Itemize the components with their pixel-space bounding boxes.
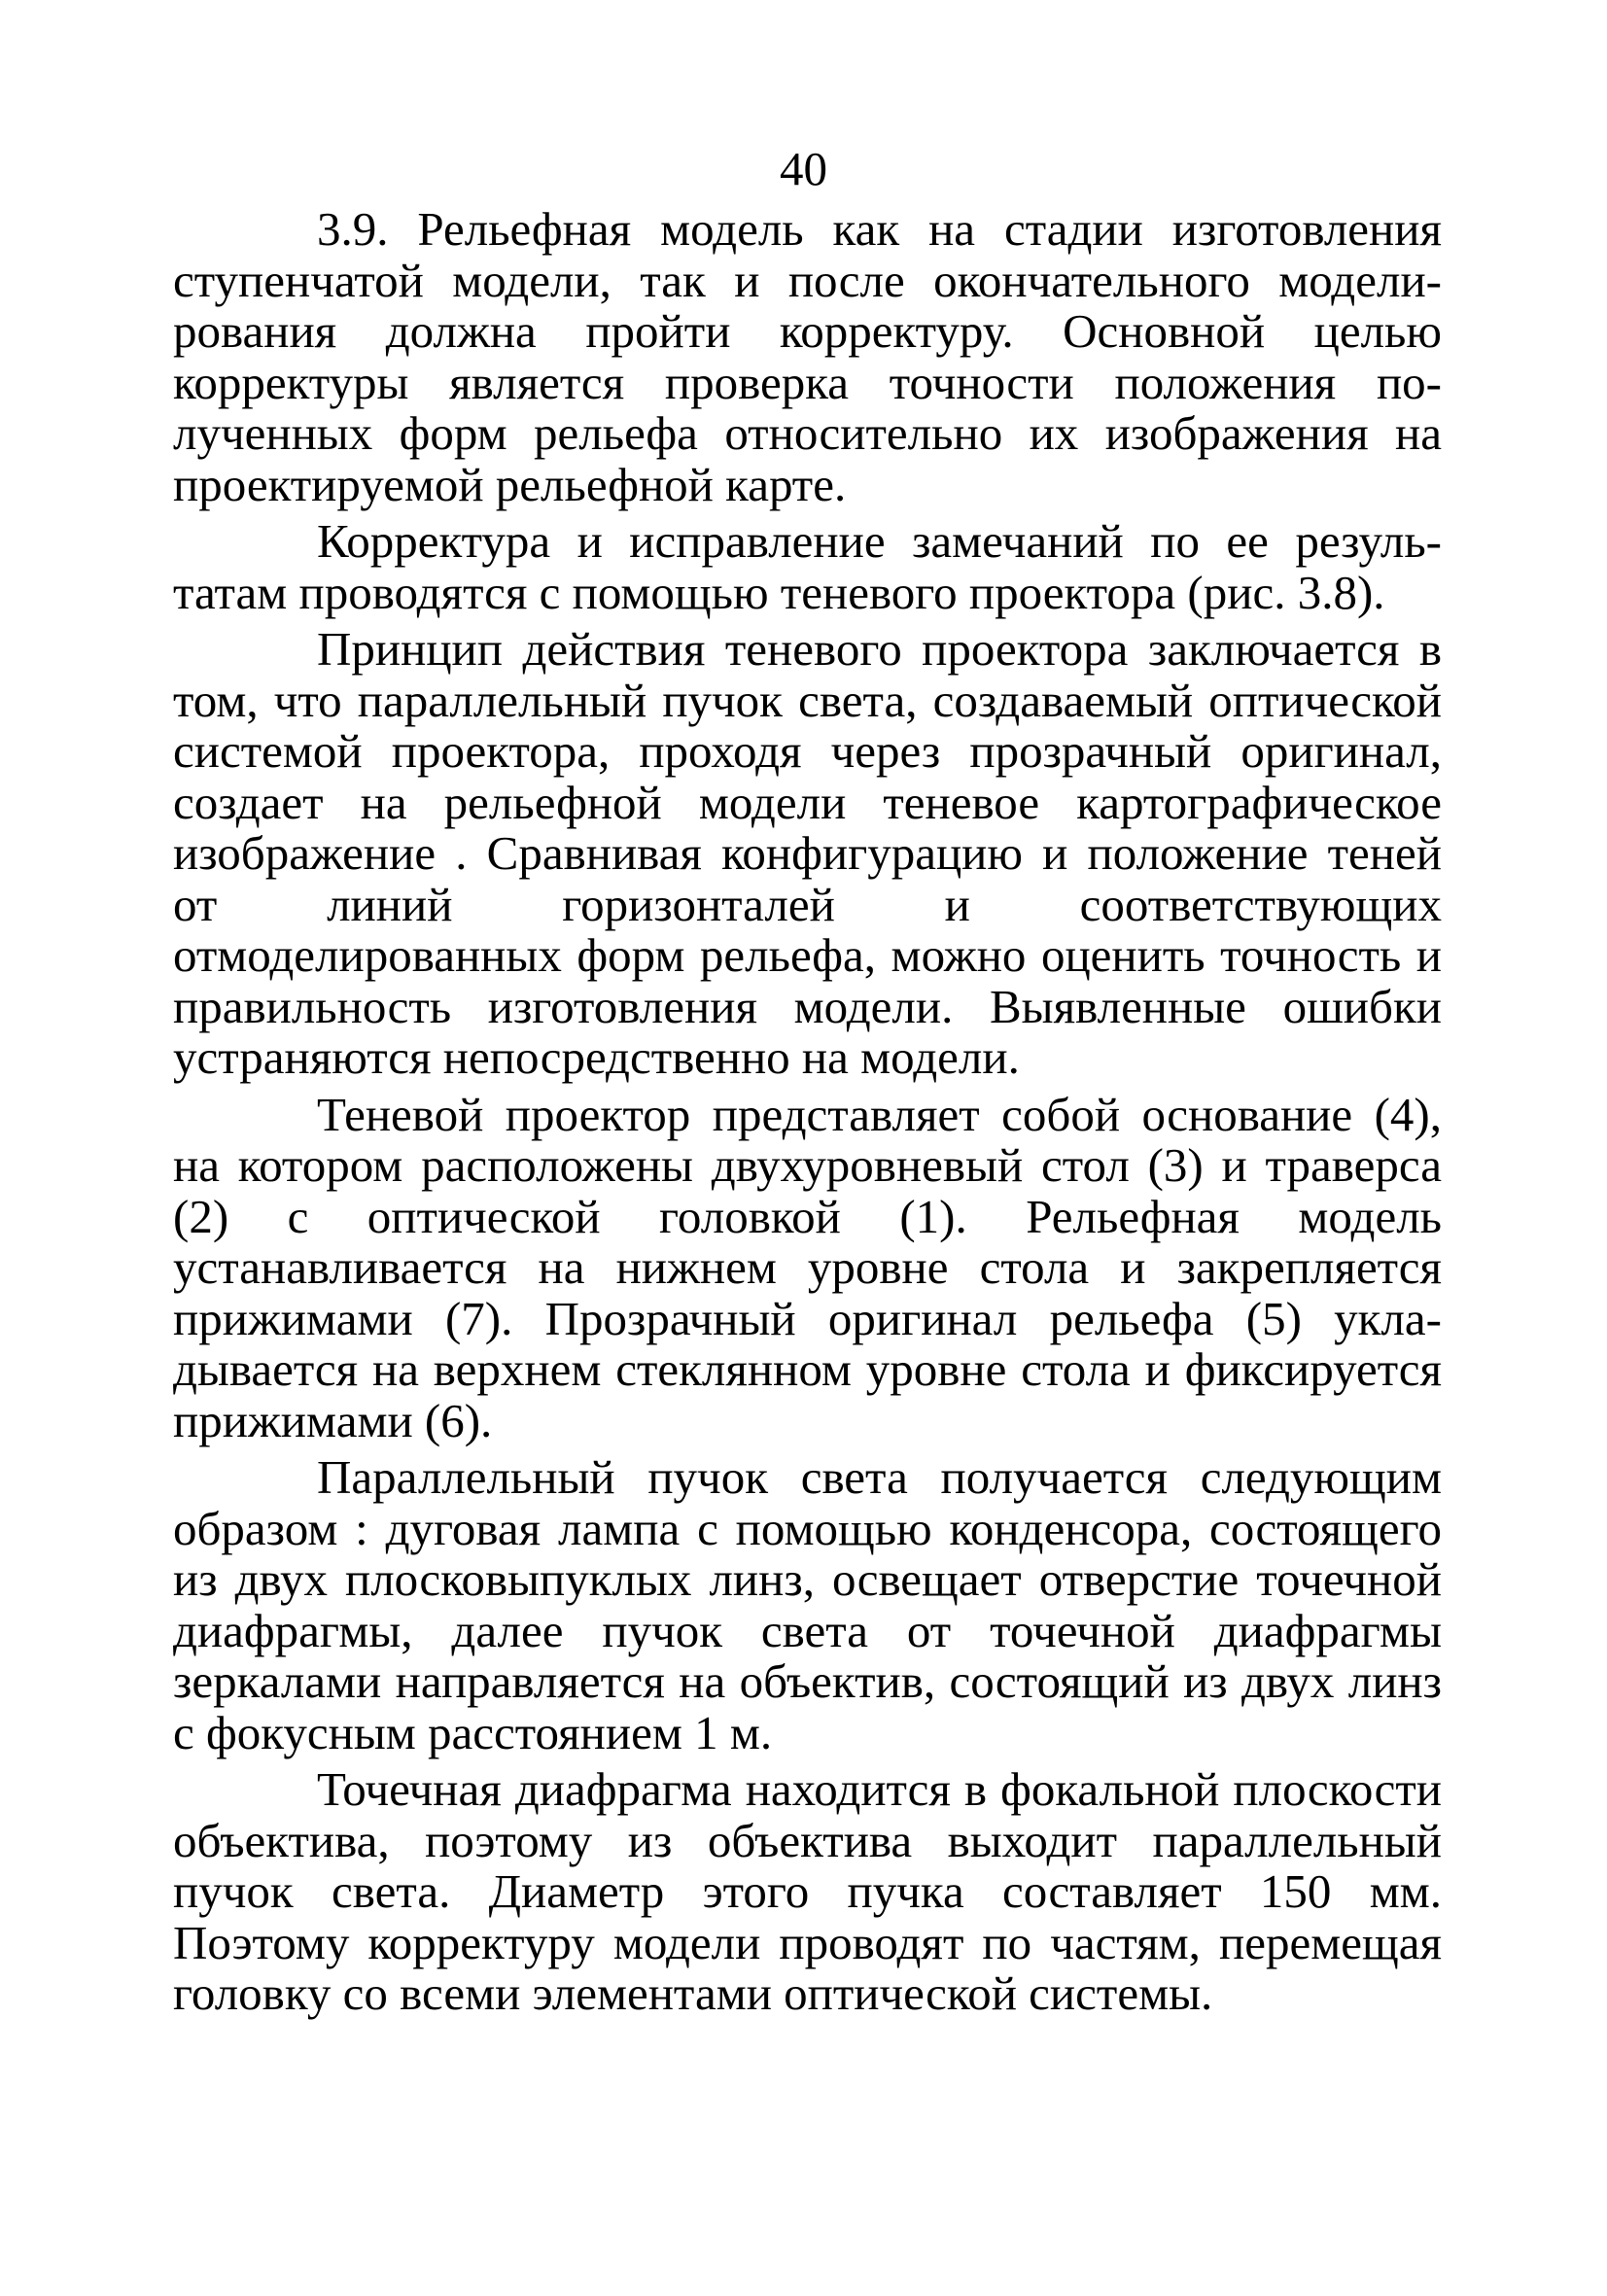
- page-number: 40: [780, 142, 827, 195]
- section-number: 3.9.: [317, 202, 389, 256]
- body-text: [173, 204, 1442, 2026]
- paragraph-text: Рельефная модель как на стадии изготовления ступенчатой модели, так и после окончательного моделирования должна пройти корректуру. Основной целью корректуры является проверка точности положения полученных форм рельефа относительно их изображения на проектируемой рельефной карте.: [173, 202, 1442, 511]
- paragraph-section-3-9: [173, 204, 1442, 510]
- paragraph: Принцип действия теневого проектора заключается в том, что параллельный пучок света, создаваемый оптической системой проектора, проходя через прозрачный оригинал, создает на рельефной модели теневое картографическое изображение . Сравнивая конфигурацию и положение теней от линий горизонталей и соответствующих отмоделированных форм рельефа, можно оценить точность и правильность изготовления модели. Выявленные ошибки устраняются непосредственно на модели.: [173, 622, 1442, 1084]
- paragraph: Точечная диафрагма находится в фокальной плоскости объектива, поэтому из объектива выходит параллельный пучок света. Диаметр этого пучка составляет 150 мм. Поэтому корректуру модели проводят по частям, перемещая головку со всеми элементами оптической системы.: [173, 1762, 1442, 2020]
- paragraph: Параллельный пучок света получается следующим образом : дуговая лампа с помощью конденсора, состоящего из двух плосковыпуклых линз, освещает отверстие точечной диафрагмы, далее пучок света от точечной диафрагмы зеркалами направляется на объектив, состоящий из двух линз с фокусным расстоянием 1 м.: [173, 1450, 1442, 1759]
- paragraph: Корректура и исправление замечаний по ее результатам проводятся с помощью теневого проектора (рис. 3.8).: [173, 514, 1442, 619]
- paragraph: Теневой проектор представляет собой основание (4), на котором расположены двухуровневый стол (3) и траверса (2) с оптической головкой (1). Рельефная модель устанавливается на нижнем уровне стола и закрепляется прижимами (7). Прозрачный оригинал рельефа (5) укладывается на верхнем стеклянном уровне стола и фиксируется прижимами (6).: [173, 1087, 1442, 1447]
